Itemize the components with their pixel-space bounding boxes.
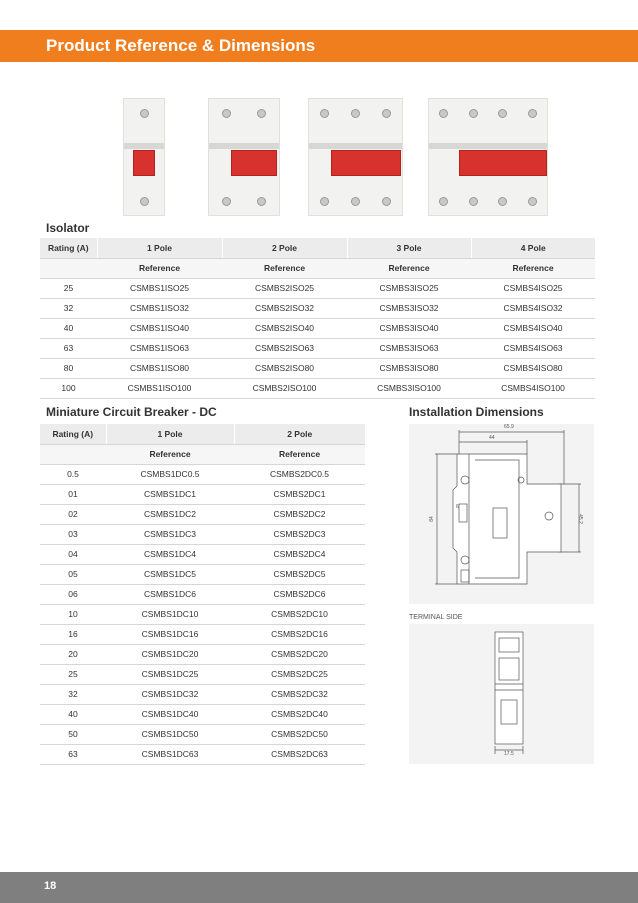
header-cell: 2 Pole: [222, 238, 347, 258]
table-cell: CSMBS1DC0.5: [106, 464, 234, 484]
isolator-table: [40, 238, 595, 399]
screw-icon: [439, 197, 448, 206]
table-cell: 50: [40, 724, 106, 744]
table-cell: CSMBS1DC10: [106, 604, 234, 624]
terminal-side-drawing: [409, 624, 594, 764]
table-cell: CSMBS2DC10: [234, 604, 365, 624]
table-cell: CSMBS1DC50: [106, 724, 234, 744]
dim-height-right: 45.2: [576, 514, 583, 524]
screw-icon: [498, 109, 507, 118]
table-cell: CSMBS2ISO32: [222, 298, 347, 318]
table-cell: CSMBS2ISO40: [222, 318, 347, 338]
table-subheader-row: [40, 258, 595, 278]
table-cell: 63: [40, 744, 106, 764]
table-cell: 01: [40, 484, 106, 504]
header-band: [0, 30, 638, 62]
page-number: 18: [44, 880, 57, 892]
table-row: [40, 338, 595, 358]
header-cell: Rating (A): [40, 238, 97, 258]
table-cell: CSMBS2DC25: [234, 664, 365, 684]
dim-height-left: 84: [428, 516, 435, 522]
toggle-handle-icon: [133, 150, 155, 176]
table-cell: CSMBS1DC63: [106, 744, 234, 764]
table-cell: CSMBS1DC3: [106, 524, 234, 544]
table-cell: 0.5: [40, 464, 106, 484]
table-cell: CSMBS2DC3: [234, 524, 365, 544]
page-title: Product Reference & Dimensions: [46, 36, 316, 55]
dim-small: 6: [456, 504, 459, 510]
table-cell: 63: [40, 338, 97, 358]
table-header-row: [40, 424, 365, 444]
dimension-drawing: [409, 424, 594, 604]
table-cell: CSMBS2ISO80: [222, 358, 347, 378]
table-cell: CSMBS3ISO63: [347, 338, 471, 358]
table-cell: 25: [40, 278, 97, 298]
isolator-title: Isolator: [46, 221, 90, 235]
table-cell: 20: [40, 644, 106, 664]
header-cell: 1 Pole: [97, 238, 222, 258]
screw-icon: [222, 109, 231, 118]
table-row: [40, 744, 365, 764]
screw-icon: [498, 197, 507, 206]
subheader-cell: Reference: [234, 444, 365, 464]
table-row: [40, 664, 365, 684]
table-row: [40, 358, 595, 378]
table-cell: 80: [40, 358, 97, 378]
table-cell: CSMBS2DC6: [234, 584, 365, 604]
mcb-title: Miniature Circuit Breaker - DC: [46, 405, 217, 419]
table-cell: CSMBS1DC16: [106, 624, 234, 644]
table-cell: 05: [40, 564, 106, 584]
table-cell: CSMBS1DC40: [106, 704, 234, 724]
dim-width-inner: 44: [489, 435, 495, 441]
subheader-cell: Reference: [471, 258, 595, 278]
toggle-handle-icon: [459, 150, 547, 176]
table-cell: 100: [40, 378, 97, 398]
screw-icon: [257, 109, 266, 118]
subheader-cell: Reference: [106, 444, 234, 464]
table-cell: CSMBS1ISO100: [97, 378, 222, 398]
subheader-cell: Reference: [222, 258, 347, 278]
table-row: [40, 464, 365, 484]
table-cell: CSMBS2DC0.5: [234, 464, 365, 484]
table-cell: CSMBS2ISO63: [222, 338, 347, 358]
table-row: [40, 564, 365, 584]
table-row: [40, 584, 365, 604]
table-cell: CSMBS2DC40: [234, 704, 365, 724]
subheader-cell: Reference: [97, 258, 222, 278]
table-cell: 03: [40, 524, 106, 544]
table-row: [40, 318, 595, 338]
product-image-4-pole: [428, 98, 548, 216]
table-cell: CSMBS2DC32: [234, 684, 365, 704]
table-cell: 40: [40, 318, 97, 338]
dim-terminal-width: 17.5: [504, 751, 514, 757]
table-cell: CSMBS2DC4: [234, 544, 365, 564]
table-row: [40, 644, 365, 664]
screw-icon: [382, 109, 391, 118]
screw-icon: [257, 197, 266, 206]
table-cell: CSMBS1ISO25: [97, 278, 222, 298]
table-cell: CSMBS4ISO80: [471, 358, 595, 378]
screw-icon: [320, 109, 329, 118]
table-cell: CSMBS1DC1: [106, 484, 234, 504]
screw-icon: [351, 109, 360, 118]
table-cell: CSMBS1DC6: [106, 584, 234, 604]
table-cell: 16: [40, 624, 106, 644]
subheader-cell: [40, 258, 97, 278]
table-row: [40, 724, 365, 744]
screw-icon: [140, 197, 149, 206]
table-cell: 02: [40, 504, 106, 524]
table-row: [40, 524, 365, 544]
screw-icon: [351, 197, 360, 206]
table-cell: CSMBS1DC4: [106, 544, 234, 564]
screw-icon: [528, 109, 537, 118]
table-cell: 40: [40, 704, 106, 724]
table-cell: 32: [40, 298, 97, 318]
screw-icon: [320, 197, 329, 206]
table-cell: CSMBS3ISO40: [347, 318, 471, 338]
table-cell: CSMBS1DC5: [106, 564, 234, 584]
product-image-2-pole: [208, 98, 280, 216]
table-cell: 06: [40, 584, 106, 604]
mcb-table: [40, 424, 365, 765]
table-cell: CSMBS2ISO25: [222, 278, 347, 298]
header-cell: 4 Pole: [471, 238, 595, 258]
toggle-handle-icon: [331, 150, 401, 176]
table-cell: CSMBS1DC20: [106, 644, 234, 664]
table-cell: CSMBS1DC32: [106, 684, 234, 704]
table-cell: CSMBS4ISO40: [471, 318, 595, 338]
table-cell: CSMBS1DC2: [106, 504, 234, 524]
installation-title: Installation Dimensions: [409, 405, 544, 419]
table-cell: CSMBS2DC20: [234, 644, 365, 664]
table-cell: CSMBS2DC2: [234, 504, 365, 524]
dim-width-total: 65.9: [504, 424, 514, 430]
table-subheader-row: [40, 444, 365, 464]
product-image-1-pole: [123, 98, 165, 216]
table-cell: CSMBS1ISO63: [97, 338, 222, 358]
table-cell: CSMBS3ISO80: [347, 358, 471, 378]
header-cell: 1 Pole: [106, 424, 234, 444]
table-row: [40, 624, 365, 644]
table-cell: CSMBS2DC1: [234, 484, 365, 504]
table-cell: CSMBS2DC63: [234, 744, 365, 764]
table-cell: CSMBS1ISO32: [97, 298, 222, 318]
table-cell: 04: [40, 544, 106, 564]
table-row: [40, 544, 365, 564]
table-row: [40, 298, 595, 318]
footer-band: [0, 872, 638, 903]
table-header-row: [40, 238, 595, 258]
breaker-outline-drawing: [409, 424, 594, 604]
header-cell: 3 Pole: [347, 238, 471, 258]
screw-icon: [469, 197, 478, 206]
screw-icon: [439, 109, 448, 118]
table-row: [40, 484, 365, 504]
terminal-outline-drawing: [409, 624, 594, 764]
table-row: [40, 278, 595, 298]
table-row: [40, 604, 365, 624]
table-cell: 10: [40, 604, 106, 624]
table-cell: CSMBS1ISO80: [97, 358, 222, 378]
table-cell: CSMBS3ISO32: [347, 298, 471, 318]
screw-icon: [528, 197, 537, 206]
table-cell: CSMBS1DC25: [106, 664, 234, 684]
table-cell: 32: [40, 684, 106, 704]
table-cell: CSMBS2ISO100: [222, 378, 347, 398]
table-cell: CSMBS2DC16: [234, 624, 365, 644]
screw-icon: [222, 197, 231, 206]
table-cell: CSMBS2DC50: [234, 724, 365, 744]
table-cell: CSMBS1ISO40: [97, 318, 222, 338]
screw-icon: [382, 197, 391, 206]
table-row: [40, 704, 365, 724]
table-cell: CSMBS4ISO100: [471, 378, 595, 398]
table-row: [40, 684, 365, 704]
table-cell: CSMBS3ISO25: [347, 278, 471, 298]
table-cell: CSMBS4ISO63: [471, 338, 595, 358]
table-cell: CSMBS2DC5: [234, 564, 365, 584]
screw-icon: [140, 109, 149, 118]
header-cell: 2 Pole: [234, 424, 365, 444]
table-cell: CSMBS3ISO100: [347, 378, 471, 398]
product-image-3-pole: [308, 98, 403, 216]
subheader-cell: [40, 444, 106, 464]
table-cell: CSMBS4ISO32: [471, 298, 595, 318]
subheader-cell: Reference: [347, 258, 471, 278]
table-row: [40, 378, 595, 398]
header-cell: Rating (A): [40, 424, 106, 444]
screw-icon: [469, 109, 478, 118]
table-row: [40, 504, 365, 524]
terminal-side-label: TERMINAL SIDE: [409, 614, 463, 621]
toggle-handle-icon: [231, 150, 277, 176]
table-cell: CSMBS4ISO25: [471, 278, 595, 298]
table-cell: 25: [40, 664, 106, 684]
